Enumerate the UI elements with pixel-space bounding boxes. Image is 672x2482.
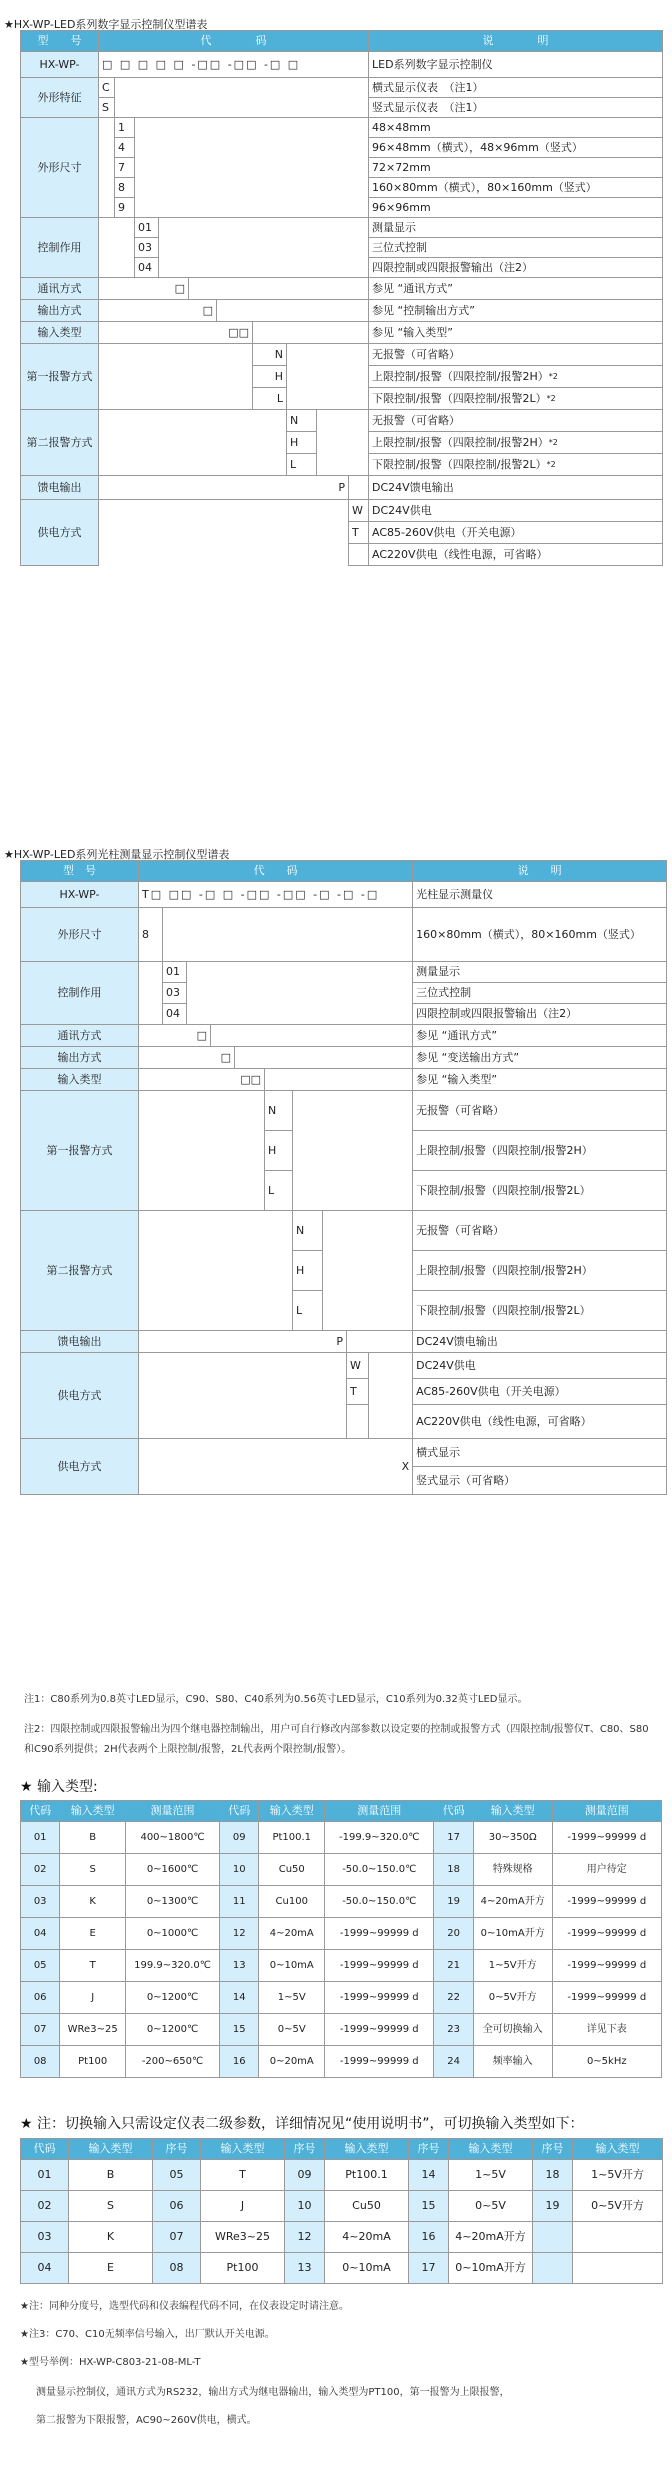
table-cell: E [69,2253,153,2284]
table-cell: 19 [533,2191,573,2222]
power-desc: DC24V供电 [413,1353,667,1379]
table-cell: 0~5V开方 [473,1982,552,2014]
size-desc: 48×48mm [369,118,663,138]
shape-code: S [99,98,115,118]
switch-types-title: ★ 注：切换输入只需设定仪表二级参数，详细情况见“使用说明书”，可切换输入类型如下： [20,2116,584,2132]
switch-type-row [21,2191,663,2222]
comm-desc: 参见 “通讯方式” [369,278,663,300]
footer-example-desc: 第二报警为下限报警，AC90~260V供电，横式。 [36,2415,257,2426]
header-code: 代 码 [139,861,413,882]
col-header: 代码 [21,1801,60,1822]
power-desc: AC220V供电（线性电源，可省略） [369,544,663,566]
table-cell: -50.0~150.0℃ [325,1886,434,1918]
comm-code: □ [139,1025,211,1047]
table-cell: 0~1300℃ [126,1886,220,1918]
alarm1-code: H [253,366,287,388]
table-cell: 15 [220,2014,259,2046]
table-cell: 全可切换输入 [473,2014,552,2046]
table-cell: 01 [21,2160,69,2191]
size-code: 8 [115,178,135,198]
table-cell: 199.9~320.0℃ [126,1950,220,1982]
table-cell [573,2253,663,2284]
alarm1-code: L [265,1171,293,1211]
table-cell: 20 [434,1918,473,1950]
table-cell: B [60,1822,126,1854]
ctrl-label: 控制作用 [21,962,139,1025]
table-cell: 1~5V [449,2160,533,2191]
table-cell: -1999~99999 d [325,2046,434,2078]
alarm2-code: L [293,1291,323,1331]
table-cell: E [60,1918,126,1950]
table-cell: 15 [409,2191,449,2222]
table-cell: 4~20mA开方 [473,1886,552,1918]
table-cell: 21 [434,1950,473,1982]
table-cell: 08 [153,2253,201,2284]
col-header: 测量范围 [126,1801,220,1822]
table-cell: 1~5V [259,1982,325,2014]
size-code: 9 [115,198,135,218]
input-type-row [21,1822,662,1854]
table-cell: -1999~99999 d [325,1982,434,2014]
ctrl-desc: 四限控制或四限报警输出（注2） [369,258,663,278]
power-desc: AC85-260V供电（开关电源） [413,1379,667,1405]
table-cell: 01 [21,1822,60,1854]
table-cell: K [60,1886,126,1918]
alarm2-desc: 无报警（可省略） [369,410,663,432]
size-code: 4 [115,138,135,158]
alarm2-code: H [293,1251,323,1291]
power-label: 供电方式 [21,1353,139,1439]
shape-code: C [99,78,115,98]
alarm1-code: N [253,344,287,366]
power-code: W [347,1353,369,1379]
table-cell: 30~350Ω [473,1822,552,1854]
switch-types-table [20,2138,663,2284]
alarm2-desc: 下限控制/报警（四限控制/报警2L）$^{*2}$ [369,454,663,476]
out-desc: 参见 “控制输出方式” [369,300,663,322]
header-code: 代 码 [99,31,369,52]
comm-label: 通讯方式 [21,1025,139,1047]
shape-desc: 横式显示仪表 （注1） [369,78,663,98]
alarm1-desc: 下限控制/报警（四限控制/报警2L） [413,1171,667,1211]
table-cell: WRe3~25 [201,2222,285,2253]
table-cell: 19 [434,1886,473,1918]
table-cell: 22 [434,1982,473,2014]
inp-desc: 参见 “输入类型” [369,322,663,344]
size-desc: 72×72mm [369,158,663,178]
inp-desc: 参见 “输入类型” [413,1069,667,1091]
power-code [349,544,369,566]
out-code: □ [99,300,217,322]
led-model-table [20,30,663,566]
footer-example: ★型号举例：HX-WP-C803-21-08-ML-T [20,2357,201,2368]
ctrl-code: 04 [163,1004,187,1025]
power-code [347,1405,369,1439]
alarm1-desc: 无报警（可省略） [413,1091,667,1131]
power-code: T [349,522,369,544]
col-header: 输入类型 [573,2139,663,2160]
table-cell: Pt100 [60,2046,126,2078]
comm-desc: 参见 “通讯方式” [413,1025,667,1047]
table-cell: 17 [434,1822,473,1854]
comm-code: □ [99,278,189,300]
footer-note-1: ★注：同种分度号，选型代码和仪表编程代码不同，在仪表设定时请注意。 [20,2301,349,2312]
alarm1-desc: 上限控制/报警（四限控制/报警2H） [413,1131,667,1171]
feed-label: 馈电输出 [21,476,99,500]
table-cell [533,2222,573,2253]
table-cell: 特殊规格 [473,1854,552,1886]
header-desc: 说 明 [369,31,663,52]
col-header: 输入类型 [325,2139,409,2160]
feed-code: P [99,476,349,500]
table-cell: 4~20mA [325,2222,409,2253]
table-cell: T [60,1950,126,1982]
table-cell: 0~10mA [325,2253,409,2284]
alarm2-desc: 下限控制/报警（四限控制/报警2L） [413,1291,667,1331]
table-cell [533,2253,573,2284]
table-cell: 14 [220,1982,259,2014]
table-cell: 23 [434,2014,473,2046]
table-cell: 10 [220,1854,259,1886]
table-cell [573,2222,663,2253]
table-cell: B [69,2160,153,2191]
input-type-row [21,1918,662,1950]
table-cell: 02 [21,2191,69,2222]
display-code: X [139,1439,413,1495]
table-cell: 02 [21,1854,60,1886]
switch-type-row [21,2160,663,2191]
table-cell: 09 [285,2160,325,2191]
table-cell: 4~20mA [259,1918,325,1950]
input-type-row [21,1982,662,2014]
size-desc: 160×80mm（横式），80×160mm（竖式） [369,178,663,198]
table-cell: -1999~99999 d [325,1918,434,1950]
table-cell: -1999~99999 d [325,1950,434,1982]
table-cell: 16 [409,2222,449,2253]
table-cell: 04 [21,2253,69,2284]
power-desc: DC24V供电 [369,500,663,522]
size-desc: 96×96mm [369,198,663,218]
feed-code: P [139,1331,347,1353]
table-cell: -200~650℃ [126,2046,220,2078]
inp-code: □□ [99,322,253,344]
alarm2-desc: 上限控制/报警（四限控制/报警2H） [413,1251,667,1291]
table-cell: 13 [285,2253,325,2284]
display-desc: 横式显示 [413,1439,667,1467]
table-cell: 1~5V开方 [573,2160,663,2191]
table-cell: Pt100 [201,2253,285,2284]
col-header: 测量范围 [552,1801,661,1822]
col-header: 代码 [21,2139,69,2160]
ctrl-desc: 三位式控制 [369,238,663,258]
table-cell: Cu50 [259,1854,325,1886]
alarm1-code: N [265,1091,293,1131]
model-desc: 光柱显示测量仪 [413,882,667,908]
size-code: 1 [115,118,135,138]
input-type-row [21,1854,662,1886]
table-cell: 10 [285,2191,325,2222]
table-cell: 0~5V [449,2191,533,2222]
alarm2-desc: 上限控制/报警（四限控制/报警2H）$^{*2}$ [369,432,663,454]
feed-desc: DC24V馈电输出 [413,1331,667,1353]
table-cell: 0~10mA开方 [449,2253,533,2284]
out-label: 输出方式 [21,300,99,322]
table-cell: Cu50 [325,2191,409,2222]
table-cell: T [201,2160,285,2191]
power-code: W [349,500,369,522]
alarm2-code: H [287,432,317,454]
table-cell: 0~10mA [259,1950,325,1982]
col-header: 序号 [285,2139,325,2160]
alarm1-label: 第一报警方式 [21,1091,139,1211]
alarm1-desc: 上限控制/报警（四限控制/报警2H）$^{*2}$ [369,366,663,388]
out-label: 输出方式 [21,1047,139,1069]
table-cell: 0~20mA [259,2046,325,2078]
table-cell: 24 [434,2046,473,2078]
switch-type-row [21,2222,663,2253]
inp-label: 输入类型 [21,322,99,344]
table-cell: 1~5V开方 [473,1950,552,1982]
footer-note-3: ★注3：C70、C10无频率信号输入，出厂默认开关电源。 [20,2329,275,2340]
ctrl-desc: 测量显示 [369,218,663,238]
ctrl-desc: 三位式控制 [413,983,667,1004]
table-cell: -1999~99999 d [552,1822,661,1854]
table-cell: 4~20mA开方 [449,2222,533,2253]
table-cell: S [69,2191,153,2222]
input-type-row [21,1886,662,1918]
alarm2-code: L [287,454,317,476]
table-cell: 0~5V开方 [573,2191,663,2222]
alarm1-desc: 无报警（可省略） [369,344,663,366]
table-cell: K [69,2222,153,2253]
table-cell: 0~1200℃ [126,2014,220,2046]
table-cell: -1999~99999 d [552,1950,661,1982]
ctrl-code: 03 [135,238,159,258]
col-header: 序号 [533,2139,573,2160]
table-cell: 用户待定 [552,1854,661,1886]
size-label: 外形尺寸 [21,118,99,218]
table-cell: WRe3~25 [60,2014,126,2046]
power-label: 供电方式 [21,500,99,566]
display-desc: 竖式显示（可省略） [413,1467,667,1495]
ctrl-code: 03 [163,983,187,1004]
table-cell: 18 [533,2160,573,2191]
input-type-row [21,2046,662,2078]
model-prefix: HX-WP- [21,882,139,908]
shape-label: 外形特征 [21,78,99,118]
input-type-row [21,1950,662,1982]
display-label: 供电方式 [21,1439,139,1495]
table2-title: ★HX-WP-LED系列光柱测量显示控制仪型谱表 [4,848,230,861]
size-label: 外形尺寸 [21,908,139,962]
bar-model-table [20,860,667,1495]
power-code: T [347,1379,369,1405]
alarm2-label: 第二报警方式 [21,1211,139,1331]
table-cell: J [60,1982,126,2014]
table-cell: Cu100 [259,1886,325,1918]
alarm2-code: N [287,410,317,432]
table-cell: 16 [220,2046,259,2078]
model-prefix: HX-WP- [21,52,99,78]
table-cell: 07 [153,2222,201,2253]
note-1: 注1：C80系列为0.8英寸LED显示，C90、S80、C40系列为0.56英寸LED显示，C10系列为0.32英寸LED显示。 [24,1694,528,1705]
col-header: 序号 [409,2139,449,2160]
ctrl-desc: 四限控制或四限报警输出（注2） [413,1004,667,1025]
alarm2-desc: 无报警（可省略） [413,1211,667,1251]
header-model: 型 号 [21,31,99,52]
power-desc: AC85-260V供电（开关电源） [369,522,663,544]
col-header: 测量范围 [325,1801,434,1822]
table-cell: S [60,1854,126,1886]
shape-desc: 竖式显示仪表 （注1） [369,98,663,118]
header-model: 型 号 [21,861,139,882]
table-cell: J [201,2191,285,2222]
col-header: 代码 [434,1801,473,1822]
alarm2-label: 第二报警方式 [21,410,99,476]
table-cell: 11 [220,1886,259,1918]
col-header: 输入类型 [449,2139,533,2160]
table-cell: 13 [220,1950,259,1982]
switch-type-row [21,2253,663,2284]
footer-example-desc: 测量显示控制仪，通讯方式为RS232，输出方式为继电器输出，输入类型为PT100，第一报警为上限报警， [36,2387,510,2398]
input-types-title: ★ 输入类型: [20,1779,98,1795]
table-cell: -50.0~150.0℃ [325,1854,434,1886]
col-header: 输入类型 [60,1801,126,1822]
table-cell: 0~5kHz [552,2046,661,2078]
table-cell: 03 [21,2222,69,2253]
alarm1-desc: 下限控制/报警（四限控制/报警2L）$^{*2}$ [369,388,663,410]
col-header: 输入类型 [69,2139,153,2160]
table-cell: 0~1200℃ [126,1982,220,2014]
feed-label: 馈电输出 [21,1331,139,1353]
size-code: 8 [139,908,163,962]
table-cell: -1999~99999 d [552,1918,661,1950]
header-desc: 说 明 [413,861,667,882]
table-cell: 03 [21,1886,60,1918]
table-cell: 0~1600℃ [126,1854,220,1886]
ctrl-label: 控制作用 [21,218,99,278]
alarm2-code: N [293,1211,323,1251]
table-cell: 12 [285,2222,325,2253]
ctrl-code: 01 [163,962,187,983]
comm-label: 通讯方式 [21,278,99,300]
ctrl-code: 01 [135,218,159,238]
out-desc: 参见 “变送输出方式” [413,1047,667,1069]
model-desc: LED系列数字显示控制仪 [369,52,663,78]
table1-title: ★HX-WP-LED系列数字显示控制仪型谱表 [4,18,208,31]
table-cell: Pt100.1 [325,2160,409,2191]
table-cell: 05 [21,1950,60,1982]
table-cell: -199.9~320.0℃ [325,1822,434,1854]
table-cell: -1999~99999 d [325,2014,434,2046]
inp-label: 输入类型 [21,1069,139,1091]
table-cell: 07 [21,2014,60,2046]
power-desc: AC220V供电（线性电源，可省略） [413,1405,667,1439]
col-header: 输入类型 [259,1801,325,1822]
table-cell: 06 [21,1982,60,2014]
table-cell: 18 [434,1854,473,1886]
table-cell: 详见下表 [552,2014,661,2046]
table-cell: 05 [153,2160,201,2191]
table-cell: 0~10mA开方 [473,1918,552,1950]
table-cell: 09 [220,1822,259,1854]
table-cell: 06 [153,2191,201,2222]
input-type-row [21,2014,662,2046]
table-cell: 400~1800℃ [126,1822,220,1854]
note-2: 注2：四限控制或四限报警输出为四个继电器控制输出，用户可自行修改内部参数以设定要的控制或报警方式（四限控制/报警仅T、C80、S80和C90系列提供；2H代表两个上限控制/报警，2L代表两个限控制/报警）。 [24,1724,649,1755]
size-desc: 96×48mm（横式），48×96mm（竖式） [369,138,663,158]
table-cell: 14 [409,2160,449,2191]
size-code: 7 [115,158,135,178]
table-cell: 0~5V [259,2014,325,2046]
code-pattern: □ □ □ □ □ -□□ -□□ -□ □ [99,52,369,78]
col-header: 代码 [220,1801,259,1822]
col-header: 输入类型 [201,2139,285,2160]
table-cell: -1999~99999 d [552,1886,661,1918]
ctrl-desc: 测量显示 [413,962,667,983]
table-cell: 17 [409,2253,449,2284]
out-code: □ [139,1047,235,1069]
feed-desc: DC24V馈电输出 [369,476,663,500]
alarm1-label: 第一报警方式 [21,344,99,410]
inp-code: □□ [139,1069,265,1091]
table-cell: 频率输入 [473,2046,552,2078]
table-cell: 0~1000℃ [126,1918,220,1950]
table-cell: Pt100.1 [259,1822,325,1854]
table-cell: 04 [21,1918,60,1950]
alarm1-code: H [265,1131,293,1171]
col-header: 输入类型 [473,1801,552,1822]
code-pattern: T□ □□ -□ □ -□□ -□□ -□ -□ -□ [139,882,413,908]
size-desc: 160×80mm（横式），80×160mm（竖式） [413,908,667,962]
table-cell: 12 [220,1918,259,1950]
ctrl-code: 04 [135,258,159,278]
table-cell: -1999~99999 d [552,1982,661,2014]
input-types-table [20,1800,662,2078]
alarm1-code: L [253,388,287,410]
table-cell: 08 [21,2046,60,2078]
col-header: 序号 [153,2139,201,2160]
